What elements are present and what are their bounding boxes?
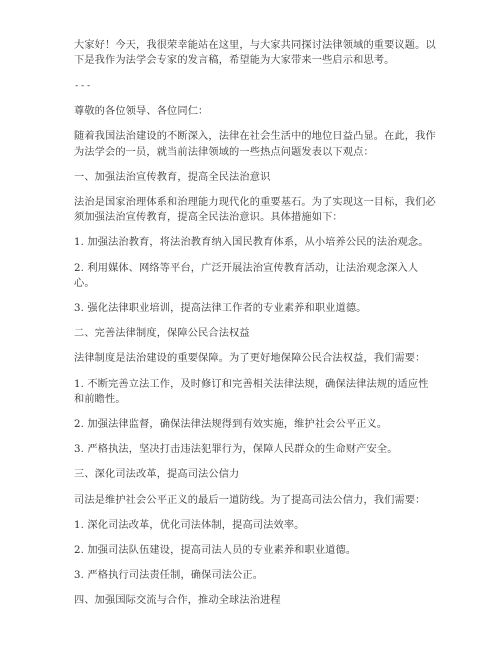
section-heading: 二、完善法律制度，保障公民合法权益 — [74, 328, 250, 340]
document-page — [74, 38, 436, 609]
list-item: 2. 加强法律监督，确保法律法规得到有效实施，维护社会公平正义。 — [74, 418, 388, 430]
list-item: 1. 加强法治教育，将法治教育纳入国民教育体系，从小培养公民的法治观念。 — [74, 237, 429, 249]
section-heading: 四、加强国际交流与合作，推动全球法治进程 — [74, 595, 281, 607]
list-item: 1. 深化司法改革，优化司法体制，提高司法效率。 — [74, 519, 305, 531]
list-item: 3. 严格执行司法责任制，确保司法公正。 — [74, 570, 264, 582]
section-heading: 一、加强法治宣传教育，提高全民法治意识 — [74, 171, 271, 183]
list-item: 1. 不断完善立法工作，及时修订和完善相关法律法规，确保法律法规的适应性和前瞻性。 — [74, 378, 429, 405]
section-body: 司法是维护社会公平正义的最后一道防线。为了提高司法公信力，我们需要： — [74, 494, 426, 506]
list-item: 2. 加强司法队伍建设，提高司法人员的专业素养和职业道德。 — [74, 544, 357, 556]
list-item: 3. 严格执法，坚决打击违法犯罪行为，保障人民群众的生命财产安全。 — [74, 444, 398, 456]
list-item: 2. 利用媒体、网络等平台，广泛开展法治宣传教育活动，让法治观念深入人心。 — [74, 262, 419, 289]
list-item: 3. 强化法律职业培训，提高法律工作者的专业素养和职业道德。 — [74, 302, 367, 314]
section-body: 法律制度是法治建设的重要保障。为了更好地保障公民合法权益，我们需要： — [74, 353, 426, 365]
opening-paragraph: 随着我国法治建设的不断深入，法律在社会生活中的地位日益凸显。在此，我作为法学会的一员，就当前法律领域的一些热点问题发表以下观点： — [74, 131, 436, 158]
separator-line: --- — [74, 80, 92, 91]
intro-paragraph: 大家好！今天，我很荣幸能站在这里，与大家共同探讨法律领域的重要议题。以下是我作为法学会专家的发言稿，希望能为大家带来一些启示和思考。 — [74, 40, 436, 67]
section-body: 法治是国家治理体系和治理能力现代化的重要基石。为了实现这一目标，我们必须加强法治宣传教育，提高全民法治意识。具体措施如下： — [74, 196, 436, 224]
section-heading: 三、深化司法改革，提高司法公信力 — [74, 469, 240, 481]
greeting-line: 尊敬的各位领导、各位同仁： — [74, 106, 209, 118]
